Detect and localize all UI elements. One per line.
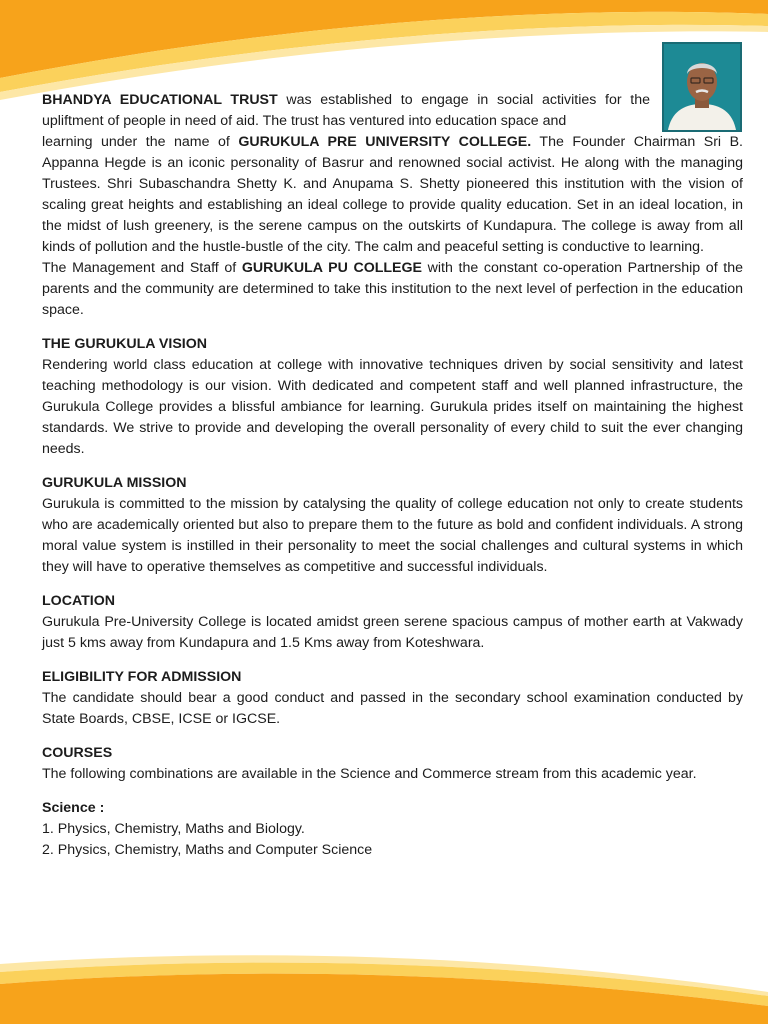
eligibility-text: The candidate should bear a good conduct and passed in the secondary school examination conducted by State Boards, CBSE, ICSE or IGCSE.: [42, 690, 743, 727]
mission-text: Gurukula is committed to the mission by catalysing the quality of college education not only to create students who are academically oriented but also to prepare them to the future as bold and confident individuals. A strong moral value system is instilled in their personality to meet the social challenges and cultural systems in which they will have to operative themselves as competitive and successful individuals.: [42, 496, 743, 575]
vision-text: Rendering world class education at college with innovative techniques driven by social sensitivity and latest teaching methodology is our vision. With dedicated and competent staff and well planned infrastructure, the Gurukula College provides a blissful ambiance for learning. Gurukula prides itself on maintaining the highest standards. We strive to provide and developing the overall personality of every child to suit the ever changing needs.: [42, 357, 743, 457]
science-item: 2. Physics, Chemistry, Maths and Computer Science: [42, 842, 373, 858]
eligibility-heading: ELIGIBILITY FOR ADMISSION: [42, 669, 242, 685]
intro-paragraph-lead: [42, 90, 650, 132]
college-short-name: GURUKULA PU COLLEGE: [241, 260, 423, 276]
intro-text-2: learning under the name of: [42, 134, 239, 150]
location-heading: LOCATION: [42, 593, 116, 609]
vision-heading: THE GURUKULA VISION: [42, 336, 207, 352]
location-text: Gurukula Pre-University College is located amidst green serene spacious campus of mother earth at Vakwady just 5 kms away from Kundapura and 1.5 Kms away from Koteshwara.: [42, 614, 743, 651]
bottom-swoosh-decoration: [0, 934, 768, 1024]
courses-text: The following combinations are available in the Science and Commerce stream from this academic year.: [42, 766, 697, 782]
science-heading: Science :: [42, 800, 105, 816]
courses-heading: COURSES: [42, 745, 113, 761]
main-content: [42, 90, 743, 861]
management-text-2: with the constant co-operation Partnership of the parents and the community are determined to take this institution to the next level of perfection in the education space.: [42, 260, 743, 318]
founder-photo: [662, 42, 742, 132]
intro-text-1: was established to engage in social activities for the upliftment of people in need of aid. The trust has ventured into education space and: [42, 92, 651, 129]
intro-text-3: The Founder Chairman Sri B. Appanna Hegde is an iconic personality of Basrur and renowned social activist. He along with the managing Trustees. Shri Subaschandra Shetty K. and Anupama S. Shetty pioneered this institution with the vision of scaling great heights and establishing an ideal college to provide quality education. Set in an ideal location, in the midst of lush greenery, is the serene campus on the outskirts of Kundapura. The college is away from all kinds of pollution and the hustle-bustle of the city. The calm and peaceful setting is conductive to learning.: [42, 134, 743, 255]
science-item: 1. Physics, Chemistry, Maths and Biology.: [42, 821, 305, 837]
intro-paragraph: [42, 132, 743, 258]
management-paragraph: [42, 258, 743, 321]
trust-name: BHANDYA EDUCATIONAL TRUST: [42, 92, 278, 108]
management-text-1: The Management and Staff of: [42, 260, 242, 276]
college-name: GURUKULA PRE UNIVERSITY COLLEGE.: [238, 134, 532, 150]
mission-heading: GURUKULA MISSION: [42, 475, 187, 491]
